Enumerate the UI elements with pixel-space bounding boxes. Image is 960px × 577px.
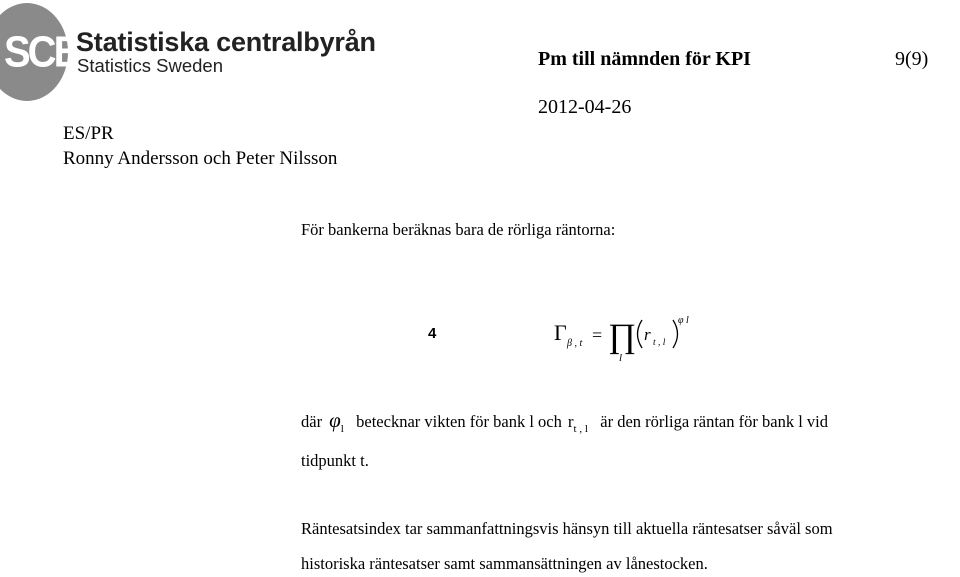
formula-r: r xyxy=(644,325,651,344)
formula-product: ∏ xyxy=(608,318,636,355)
document-date: 2012-04-26 xyxy=(538,96,632,118)
logo-subtitle: Statistics Sweden xyxy=(77,55,224,76)
scb-logo-emblem xyxy=(0,3,80,101)
phi-subscript: l xyxy=(340,423,344,435)
definition-line-2: tidpunkt t. xyxy=(301,451,369,470)
r-symbol: r xyxy=(567,412,574,431)
formula-exponent: φ l xyxy=(678,315,689,326)
equation-number: 4 xyxy=(428,325,437,342)
formula-gamma-subscript: β , t xyxy=(567,338,583,349)
formula-gamma: Γ xyxy=(554,320,567,345)
formula-paren-left xyxy=(638,320,643,348)
summary-line-1: Räntesatsindex tar sammanfattningsvis hänsyn till aktuella räntesatser såväl som xyxy=(301,519,833,538)
intro-text: För bankerna beräknas bara de rörliga räntorna: xyxy=(301,220,616,239)
r-subscript: t , l xyxy=(573,423,588,435)
where-end: är den rörliga räntan för bank l vid xyxy=(600,412,828,431)
definition-line xyxy=(301,408,828,433)
formula xyxy=(550,310,700,380)
scb-logo xyxy=(0,0,400,100)
formula-equals: = xyxy=(592,325,603,345)
formula-r-subscript: t , l xyxy=(653,338,666,348)
department: ES/PR xyxy=(63,123,114,144)
document-title: Pm till nämnden för KPI xyxy=(538,48,751,70)
page-number: 9(9) xyxy=(895,48,929,70)
where-prefix: där xyxy=(301,412,323,431)
where-middle: betecknar vikten för bank l och xyxy=(356,412,562,431)
authors: Ronny Andersson och Peter Nilsson xyxy=(63,148,338,169)
formula-product-subscript: l xyxy=(619,352,623,364)
logo-name: Statistiska centralbyrån xyxy=(76,27,376,57)
logo-monogram: SCB xyxy=(4,27,80,77)
phi-symbol: φ xyxy=(329,408,341,432)
formula-paren-right xyxy=(673,320,678,348)
summary-line-2: historiska räntesatser samt sammansättningen av lånestocken. xyxy=(301,554,708,573)
